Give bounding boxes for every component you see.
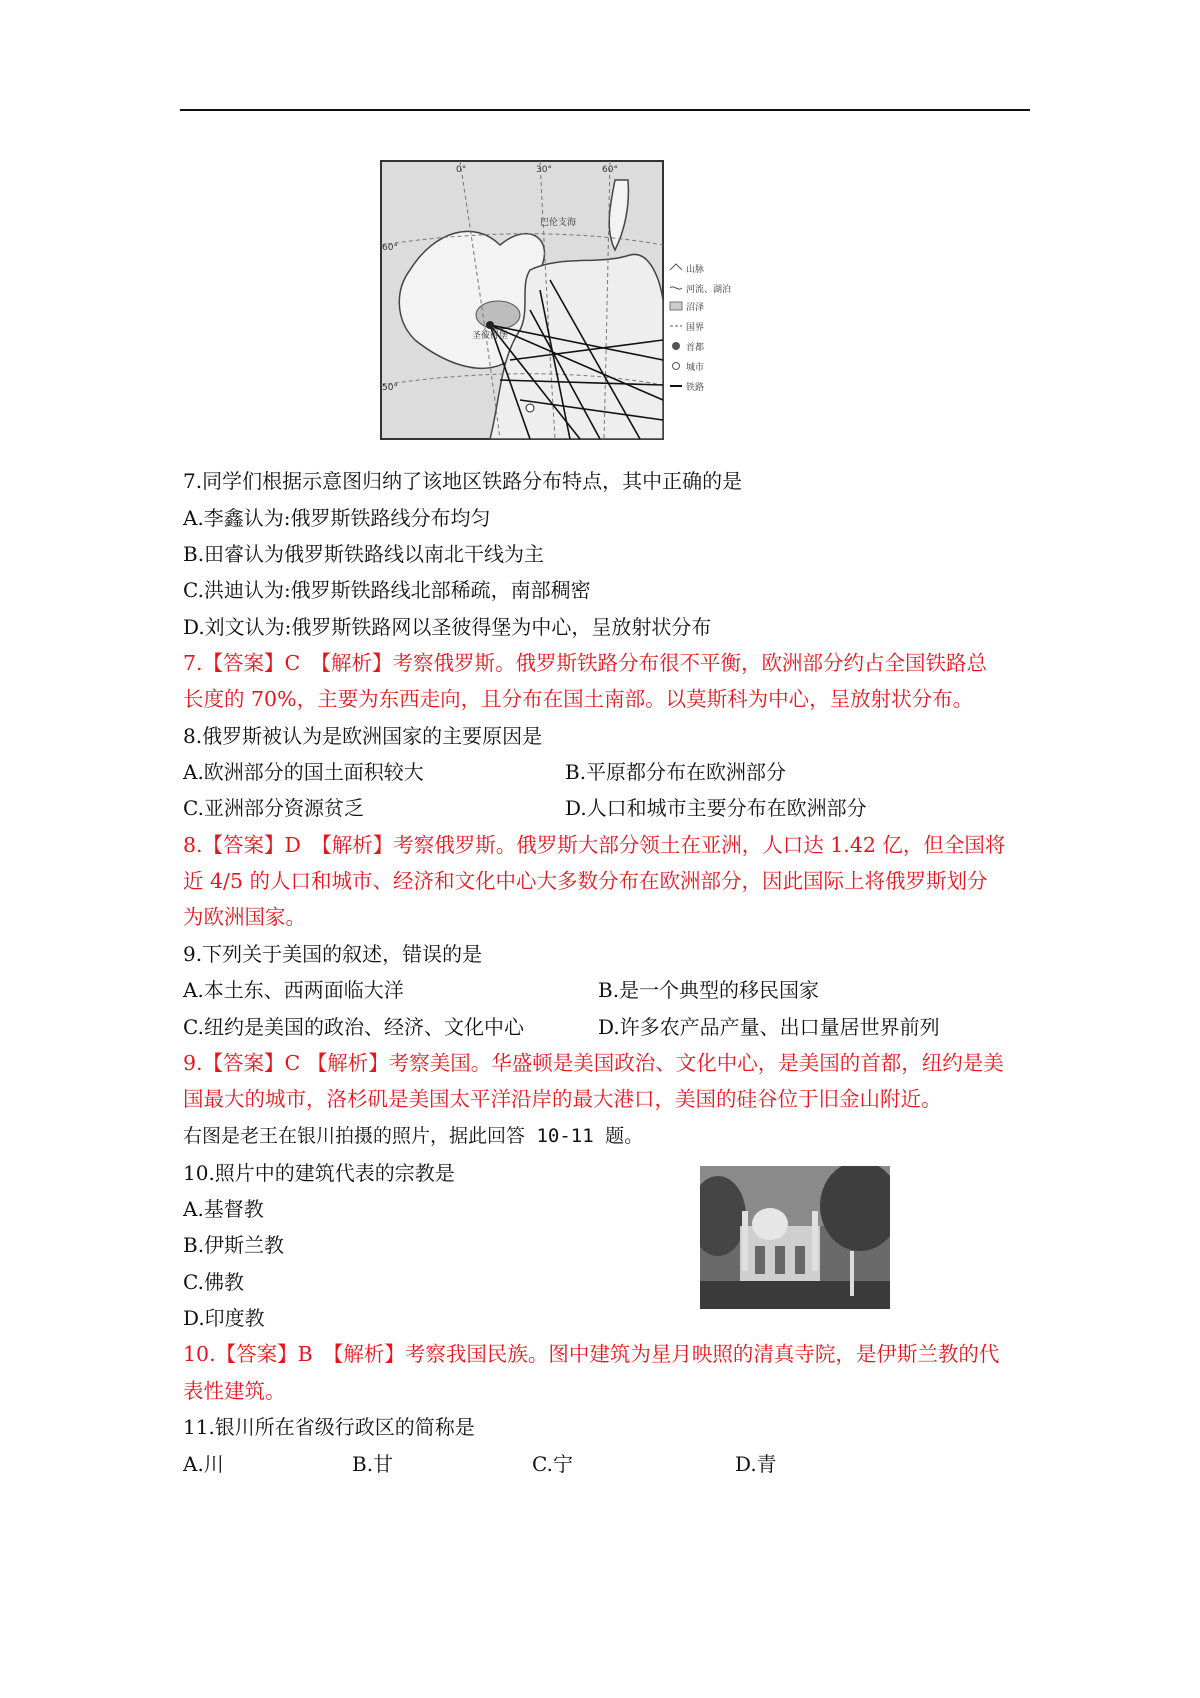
q11-option-d: D.青 xyxy=(735,1452,777,1476)
q11-option-b: B.甘 xyxy=(352,1452,394,1476)
q7-stem: 7.同学们根据示意图归纳了该地区铁路分布特点，其中正确的是 xyxy=(183,469,743,493)
q7-answer-line-2: 长度的 70%，主要为东西走向，且分布在国土南部。以莫斯科为中心，呈放射状分布。 xyxy=(183,687,974,711)
q10-option-b: B.伊斯兰教 xyxy=(183,1233,285,1257)
q8-answer-line-3: 为欧洲国家。 xyxy=(183,905,306,929)
q8-option-b: B.平原都分布在欧洲部分 xyxy=(565,760,787,784)
legend-border: 国界 xyxy=(686,323,705,333)
q8-option-d: D.人口和城市主要分布在欧洲部分 xyxy=(565,796,867,820)
q10-option-a: A.基督教 xyxy=(183,1197,264,1221)
q7-option-d: D.刘文认为:俄罗斯铁路网以圣彼得堡为中心，呈放射状分布 xyxy=(183,615,712,639)
q8-answer-line-1: 8.【答案】D 【解析】考察俄罗斯。俄罗斯大部分领土在亚洲，人口达 1.42 亿，但全国将 xyxy=(183,833,1006,857)
q8-option-c: C.亚洲部分资源贫乏 xyxy=(183,796,364,820)
q9-answer-line-2: 国最大的城市，洛杉矶是美国太平洋沿岸的最大港口，美国的硅谷位于旧金山附近。 xyxy=(183,1087,942,1111)
q9-stem: 9.下列关于美国的叙述，错误的是 xyxy=(183,942,483,966)
q11-stem: 11.银川所在省级行政区的简称是 xyxy=(183,1415,475,1439)
legend-swamp: 沼泽 xyxy=(686,303,705,313)
map-lon-30: 30° xyxy=(536,165,552,175)
q7-option-c: C.洪迪认为:俄罗斯铁路线北部稀疏，南部稠密 xyxy=(183,578,591,602)
q9-option-d: D.许多农产品产量、出口量居世界前列 xyxy=(598,1015,940,1039)
photo-intro: 右图是老王在银川拍摄的照片，据此回答 10-11 题。 xyxy=(183,1125,644,1147)
legend-river: 河流、湖泊 xyxy=(686,285,732,295)
q10-option-c: C.佛教 xyxy=(183,1270,244,1294)
q8-answer-line-2: 近 4/5 的人口和城市、经济和文化中心大多数分布在欧洲部分，因此国际上将俄罗斯划分 xyxy=(183,869,988,893)
legend-city: 城市 xyxy=(686,363,705,373)
map-legend xyxy=(670,263,731,393)
map-sea-label: 巴伦支海 xyxy=(540,218,577,228)
q11-option-c: C.宁 xyxy=(532,1452,573,1476)
q10-answer-line-2: 表性建筑。 xyxy=(183,1379,286,1403)
q9-option-c: C.纽约是美国的政治、经济、文化中心 xyxy=(183,1015,524,1039)
legend-capital: 首都 xyxy=(686,343,705,353)
map-lat-50: 50° xyxy=(382,383,398,393)
q9-option-b: B.是一个典型的移民国家 xyxy=(598,978,820,1002)
q7-answer-line-1: 7.【答案】C 【解析】考察俄罗斯。俄罗斯铁路分布很不平衡，欧洲部分约占全国铁路总 xyxy=(183,651,987,675)
q10-option-d: D.印度教 xyxy=(183,1306,265,1330)
legend-railway: 铁路 xyxy=(686,383,705,393)
map-city-label: 圣彼得堡 xyxy=(472,331,509,341)
header-rule xyxy=(180,109,1030,111)
q10-stem: 10.照片中的建筑代表的宗教是 xyxy=(183,1161,455,1185)
map-lon-60: 60° xyxy=(602,165,618,175)
q7-option-b: B.田睿认为俄罗斯铁路线以南北干线为主 xyxy=(183,542,545,566)
map-lat-60: 60° xyxy=(382,243,398,253)
q8-option-a: A.欧洲部分的国土面积较大 xyxy=(183,760,424,784)
mosque-photo xyxy=(700,1166,890,1309)
q7-option-a: A.李鑫认为:俄罗斯铁路线分布均匀 xyxy=(183,506,491,530)
q11-option-a: A.川 xyxy=(183,1452,224,1476)
legend-mountain: 山脉 xyxy=(686,265,705,275)
q9-answer-line-1: 9.【答案】C 【解析】考察美国。华盛顿是美国政治、文化中心，是美国的首都，纽约是美 xyxy=(183,1051,1004,1075)
q10-answer-line-1: 10.【答案】B 【解析】考察我国民族。图中建筑为星月映照的清真寺院，是伊斯兰教的代 xyxy=(183,1342,1000,1366)
q8-stem: 8.俄罗斯被认为是欧洲国家的主要原因是 xyxy=(183,724,543,748)
russia-railway-map xyxy=(380,160,810,460)
q9-option-a: A.本土东、西两面临大洋 xyxy=(183,978,404,1002)
map-lon-0: 0° xyxy=(456,165,467,175)
